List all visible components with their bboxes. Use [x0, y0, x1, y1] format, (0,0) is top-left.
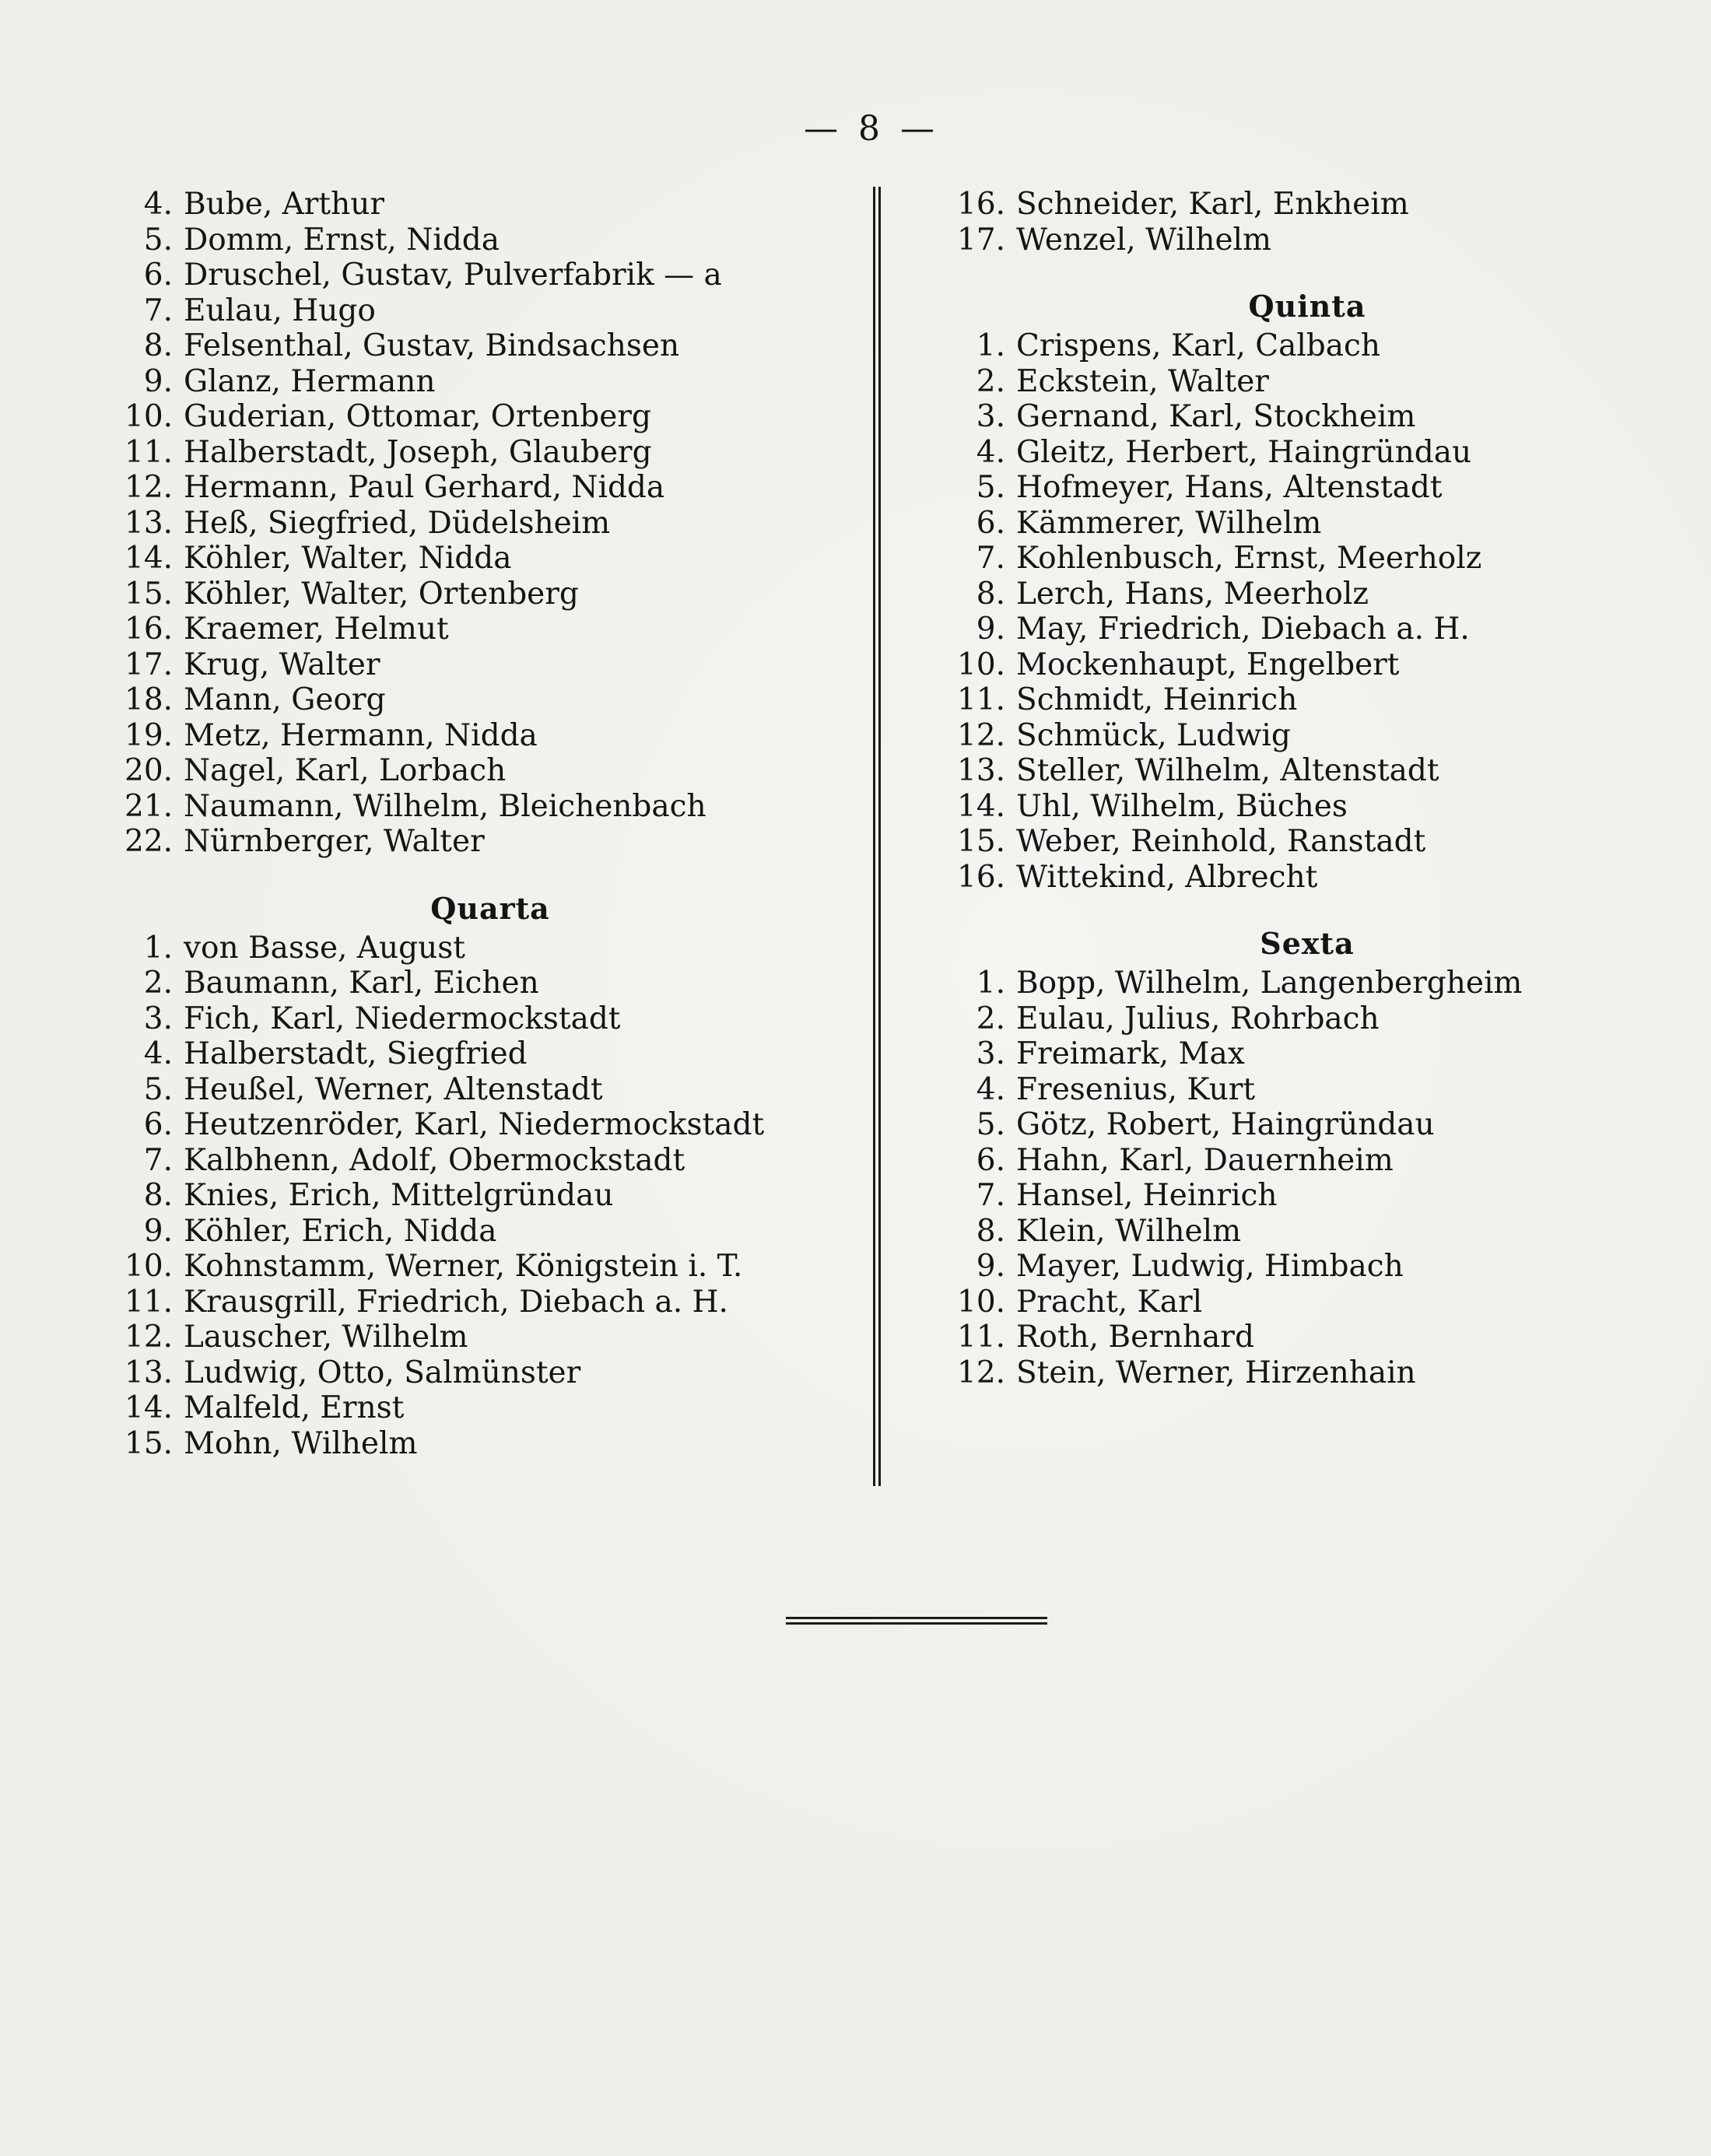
pupil-name: Domm, Ernst, Nidda [184, 222, 500, 258]
pupil-name: Nürnberger, Walter [184, 824, 485, 859]
list-item [124, 1036, 856, 1072]
item-number: 4. [976, 434, 1005, 470]
end-rule [786, 1617, 1047, 1625]
quarta-heading: Quarta [430, 890, 550, 926]
pupil-name: Steller, Wilhelm, Altenstadt [1016, 753, 1439, 788]
pupil-name: Hermann, Paul Gerhard, Nidda [184, 470, 665, 505]
section-gap [124, 860, 856, 887]
item-number: 10. [957, 1284, 1006, 1320]
list-item [957, 541, 1657, 577]
item-number: 11. [957, 1320, 1006, 1355]
item-number: 13. [124, 1355, 174, 1390]
item-number: 9. [143, 363, 173, 399]
column-divider [873, 187, 881, 1486]
pupil-name: Baumann, Karl, Eichen [184, 966, 539, 1001]
list-item [957, 1036, 1657, 1072]
item-number: 14. [124, 541, 174, 576]
list-item [124, 612, 856, 647]
list-item [957, 753, 1657, 789]
pupil-name: Metz, Hermann, Nidda [184, 717, 538, 753]
list-item [957, 1178, 1657, 1214]
item-number: 5. [143, 1071, 173, 1107]
item-number: 14. [124, 1390, 174, 1425]
list-item [124, 223, 856, 258]
list-item [124, 541, 856, 577]
item-number: 5. [976, 1107, 1005, 1142]
list-item [957, 577, 1657, 612]
item-number: 2. [143, 966, 173, 1001]
section-gap [957, 895, 1657, 922]
item-number: 9. [976, 612, 1005, 647]
pupil-name: Köhler, Walter, Ortenberg [184, 576, 579, 612]
pupil-name: Druschel, Gustav, Pulverfabrik — a [184, 258, 722, 293]
list-item [957, 647, 1657, 683]
list-item [124, 328, 856, 364]
section-gap [957, 258, 1657, 285]
pupil-name: Guderian, Ottomar, Ortenberg [184, 399, 651, 434]
pupil-name: Nagel, Karl, Lorbach [184, 753, 507, 788]
item-number: 3. [976, 399, 1005, 434]
pupil-name: Heß, Siegfried, Düdelsheim [184, 505, 611, 541]
list-item [957, 435, 1657, 471]
item-number: 9. [143, 1213, 173, 1249]
item-number: 16. [957, 859, 1006, 895]
list-item [124, 399, 856, 435]
item-number: 4. [976, 1071, 1005, 1107]
pupil-name: Köhler, Erich, Nidda [184, 1213, 497, 1249]
pupil-name: Uhl, Wilhelm, Büches [1016, 788, 1348, 824]
item-number: 10. [124, 399, 174, 434]
item-number: 10. [957, 647, 1006, 682]
pupil-name: Fich, Karl, Niedermockstadt [184, 1001, 621, 1036]
list-item [124, 506, 856, 542]
pupil-name: Wenzel, Wilhelm [1016, 222, 1271, 258]
list-item [124, 1072, 856, 1108]
list-item [124, 789, 856, 825]
pupil-name: Wittekind, Albrecht [1016, 859, 1318, 895]
list-item [124, 1426, 856, 1462]
page-number: — 8 — [804, 109, 939, 149]
pupil-name: Klein, Wilhelm [1016, 1213, 1242, 1249]
list-item [957, 1143, 1657, 1179]
item-number: 15. [124, 1425, 174, 1461]
item-number: 7. [976, 541, 1005, 576]
item-number: 16. [124, 612, 174, 647]
quinta-list [957, 328, 1657, 895]
item-number: 7. [143, 1142, 173, 1178]
list-item [957, 1355, 1657, 1391]
list-item [124, 293, 856, 329]
pupil-name: Bube, Arthur [184, 187, 384, 222]
pupil-name: Hansel, Heinrich [1016, 1178, 1278, 1213]
pupil-name: Gernand, Karl, Stockheim [1016, 399, 1416, 434]
pupil-name: Hofmeyer, Hans, Altenstadt [1016, 470, 1443, 505]
item-number: 5. [143, 222, 173, 258]
item-number: 3. [143, 1001, 173, 1036]
item-number: 13. [957, 753, 1006, 788]
pupil-name: Felsenthal, Gustav, Bindsachsen [184, 328, 680, 363]
item-number: 6. [143, 258, 173, 293]
item-number: 5. [976, 470, 1005, 505]
pupil-name: Ludwig, Otto, Salmünster [184, 1355, 581, 1390]
list-item [957, 399, 1657, 435]
list-item [124, 718, 856, 754]
item-number: 12. [957, 717, 1006, 753]
item-number: 1. [143, 930, 173, 966]
list-item [957, 328, 1657, 364]
pupil-name: Kohnstamm, Werner, Königstein i. T. [184, 1249, 743, 1284]
item-number: 12. [124, 470, 174, 505]
list-item [124, 753, 856, 789]
item-number: 6. [976, 505, 1005, 541]
sexta-list [957, 966, 1657, 1390]
item-number: 2. [976, 363, 1005, 399]
pupil-name: Weber, Reinhold, Ranstadt [1016, 824, 1426, 859]
item-number: 4. [143, 187, 173, 222]
pupil-name: Glanz, Hermann [184, 363, 436, 399]
list-a-right [957, 187, 1657, 258]
item-number: 13. [124, 505, 174, 541]
list-item [124, 1001, 856, 1037]
item-number: 8. [143, 1178, 173, 1213]
pupil-name: Götz, Robert, Haingründau [1016, 1107, 1435, 1142]
pupil-name: Freimark, Max [1016, 1036, 1245, 1071]
list-item [124, 1320, 856, 1355]
item-number: 2. [976, 1001, 1005, 1036]
pupil-name: Knies, Erich, Mittelgründau [184, 1178, 614, 1213]
list-item [957, 1285, 1657, 1320]
list-item [124, 647, 856, 683]
item-number: 20. [124, 753, 174, 788]
list-item [957, 789, 1657, 825]
pupil-name: Krug, Walter [184, 647, 380, 682]
item-number: 12. [124, 1320, 174, 1355]
right-column [957, 187, 1657, 1390]
list-item [957, 187, 1657, 223]
item-number: 3. [976, 1036, 1005, 1071]
list-item [957, 364, 1657, 400]
item-number: 17. [957, 222, 1006, 258]
list-a-left [124, 187, 856, 860]
pupil-name: Schmidt, Heinrich [1016, 682, 1298, 717]
list-item [957, 824, 1657, 860]
pupil-name: Crispens, Karl, Calbach [1016, 328, 1380, 363]
list-item [957, 682, 1657, 718]
item-number: 19. [124, 717, 174, 753]
pupil-name: Heutzenröder, Karl, Niedermockstadt [184, 1107, 765, 1142]
item-number: 15. [124, 576, 174, 612]
pupil-name: Lauscher, Wilhelm [184, 1320, 468, 1355]
list-item [124, 931, 856, 966]
list-item [957, 1072, 1657, 1108]
list-item [957, 1107, 1657, 1143]
list-item [957, 612, 1657, 647]
list-item [124, 966, 856, 1001]
item-number: 8. [143, 328, 173, 363]
list-item [124, 577, 856, 612]
pupil-name: Schneider, Karl, Enkheim [1016, 187, 1409, 222]
pupil-name: von Basse, August [184, 930, 465, 966]
list-item [124, 1107, 856, 1143]
list-item [957, 860, 1657, 896]
item-number: 10. [124, 1249, 174, 1284]
pupil-name: Bopp, Wilhelm, Langenbergheim [1016, 966, 1523, 1001]
item-number: 14. [957, 788, 1006, 824]
item-number: 21. [124, 788, 174, 824]
pupil-name: Kalbhenn, Adolf, Obermockstadt [184, 1142, 685, 1178]
list-item [124, 258, 856, 293]
item-number: 8. [976, 1213, 1005, 1249]
list-item [124, 1214, 856, 1250]
pupil-name: Mohn, Wilhelm [184, 1425, 418, 1461]
list-item [957, 470, 1657, 506]
item-number: 18. [124, 682, 174, 717]
pupil-name: Malfeld, Ernst [184, 1390, 405, 1425]
item-number: 7. [976, 1178, 1005, 1213]
item-number: 11. [124, 1284, 174, 1320]
list-item [124, 824, 856, 860]
list-item [957, 223, 1657, 258]
pupil-name: Eckstein, Walter [1016, 363, 1269, 399]
item-number: 6. [143, 1107, 173, 1142]
list-item [124, 1143, 856, 1179]
item-number: 7. [143, 293, 173, 328]
left-column [124, 187, 856, 1461]
pupil-name: Naumann, Wilhelm, Bleichenbach [184, 788, 706, 824]
item-number: 22. [124, 824, 174, 859]
pupil-name: Halberstadt, Joseph, Glauberg [184, 434, 652, 470]
sexta-heading: Sexta [1260, 926, 1355, 961]
list-item [124, 470, 856, 506]
pupil-name: Krausgrill, Friedrich, Diebach a. H. [184, 1284, 728, 1320]
list-item [957, 1320, 1657, 1355]
pupil-name: Mockenhaupt, Engelbert [1016, 647, 1400, 682]
pupil-name: Roth, Bernhard [1016, 1320, 1254, 1355]
item-number: 12. [957, 1355, 1006, 1390]
pupil-name: May, Friedrich, Diebach a. H. [1016, 612, 1470, 647]
item-number: 1. [976, 966, 1005, 1001]
pupil-name: Köhler, Walter, Nidda [184, 541, 512, 576]
quarta-list [124, 931, 856, 1462]
pupil-name: Lerch, Hans, Meerholz [1016, 576, 1369, 612]
pupil-name: Kraemer, Helmut [184, 612, 449, 647]
item-number: 15. [957, 824, 1006, 859]
list-item [124, 1285, 856, 1320]
list-item [957, 718, 1657, 754]
list-item [124, 682, 856, 718]
list-item [957, 966, 1657, 1001]
pupil-name: Kämmerer, Wilhelm [1016, 505, 1322, 541]
list-item [957, 1249, 1657, 1285]
item-number: 11. [957, 682, 1006, 717]
item-number: 8. [976, 576, 1005, 612]
list-item [124, 435, 856, 471]
pupil-name: Halberstadt, Siegfried [184, 1036, 528, 1071]
pupil-name: Mayer, Ludwig, Himbach [1016, 1249, 1404, 1284]
item-number: 6. [976, 1142, 1005, 1178]
pupil-name: Eulau, Hugo [184, 293, 376, 328]
pupil-name: Hahn, Karl, Dauernheim [1016, 1142, 1394, 1178]
list-item [124, 1249, 856, 1285]
pupil-name: Pracht, Karl [1016, 1284, 1203, 1320]
pupil-name: Eulau, Julius, Rohrbach [1016, 1001, 1380, 1036]
pupil-name: Kohlenbusch, Ernst, Meerholz [1016, 541, 1482, 576]
pupil-name: Mann, Georg [184, 682, 386, 717]
item-number: 17. [124, 647, 174, 682]
list-item [124, 1355, 856, 1391]
pupil-name: Heußel, Werner, Altenstadt [184, 1071, 603, 1107]
list-item [124, 1178, 856, 1214]
item-number: 1. [976, 328, 1005, 363]
list-item [124, 364, 856, 400]
pupil-name: Gleitz, Herbert, Haingründau [1016, 434, 1472, 470]
list-item [124, 187, 856, 223]
quinta-heading: Quinta [1248, 289, 1366, 324]
item-number: 16. [957, 187, 1006, 222]
item-number: 9. [976, 1249, 1005, 1284]
list-item [124, 1390, 856, 1426]
pupil-name: Fresenius, Kurt [1016, 1071, 1256, 1107]
pupil-name: Stein, Werner, Hirzenhain [1016, 1355, 1416, 1390]
item-number: 11. [124, 434, 174, 470]
list-item [957, 506, 1657, 542]
pupil-name: Schmück, Ludwig [1016, 717, 1291, 753]
list-item [957, 1214, 1657, 1250]
item-number: 4. [143, 1036, 173, 1071]
list-item [957, 1001, 1657, 1037]
